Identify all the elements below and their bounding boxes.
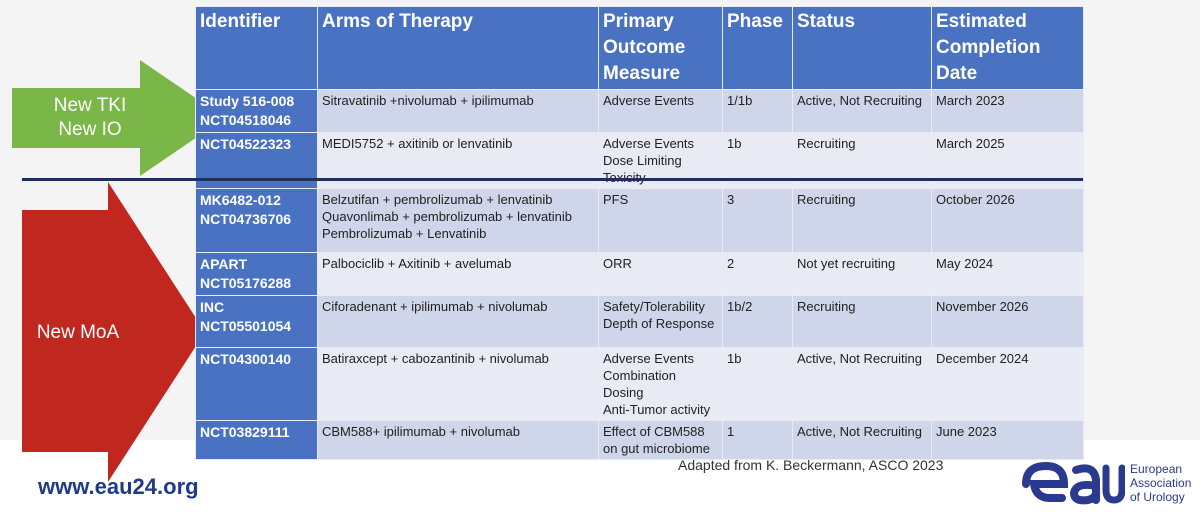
table-row: [196, 253, 1084, 296]
cell-arms: Palbociclib + Axitinib + avelumab: [318, 253, 599, 296]
cell-outcome: Safety/Tolerability Depth of Response: [599, 296, 723, 348]
cell-outcome: Effect of CBM588 on gut microbiome: [599, 421, 723, 460]
cell-identifier: INC NCT05501054: [196, 296, 318, 348]
cell-identifier: APART NCT05176288: [196, 253, 318, 296]
table-row: [196, 421, 1084, 460]
table-row: [196, 296, 1084, 348]
header-identifier: Identifier: [196, 7, 318, 90]
cell-arms: Batiraxcept + cabozantinib + nivolumab: [318, 348, 599, 421]
website-link[interactable]: www.eau24.org: [38, 474, 199, 499]
cell-phase: 1/1b: [723, 90, 793, 133]
cell-status: Not yet recruiting: [793, 253, 932, 296]
cell-arms: Ciforadenant + ipilimumab + nivolumab: [318, 296, 599, 348]
cell-status: Recruiting: [793, 133, 932, 189]
cell-identifier: MK6482-012 NCT04736706: [196, 189, 318, 253]
cell-arms: CBM588+ ipilimumab + nivolumab: [318, 421, 599, 460]
cell-outcome: Adverse Events Combination Dosing Anti-Tumor activity: [599, 348, 723, 421]
cell-arms: MEDI5752 + axitinib or lenvatinib: [318, 133, 599, 189]
cell-phase: 2: [723, 253, 793, 296]
cell-status: Recruiting: [793, 296, 932, 348]
source-credit: Adapted from K. Beckermann, ASCO 2023: [678, 457, 944, 473]
cell-status: Active, Not Recruiting: [793, 421, 932, 460]
cell-identifier: NCT04522323: [196, 133, 318, 189]
trials-table: [195, 6, 1084, 460]
cell-identifier: NCT04300140: [196, 348, 318, 421]
cell-arms: Belzutifan + pembrolizumab + lenvatinib Quavonlimab + pembrolizumab + lenvatinib Pembrolizumab + Lenvatinib: [318, 189, 599, 253]
cell-date: October 2026: [932, 189, 1084, 253]
header-completion: Estimated Completion Date: [932, 7, 1084, 90]
cell-phase: 3: [723, 189, 793, 253]
cell-phase: 1b/2: [723, 296, 793, 348]
cell-outcome: ORR: [599, 253, 723, 296]
cell-outcome: Adverse Events Dose Limiting: [599, 133, 723, 189]
table-header-row: [196, 7, 1084, 90]
table-row: [196, 189, 1084, 253]
table-row: [196, 348, 1084, 421]
red-arrow-label: New MoA: [36, 322, 120, 343]
cell-outcome: Adverse Events: [599, 90, 723, 133]
organization-name: European Association of Urology: [1130, 462, 1192, 504]
table-row: [196, 90, 1084, 133]
eau-logo: [1020, 460, 1125, 508]
cell-date: March 2023: [932, 90, 1084, 133]
header-status: Status: [793, 7, 932, 90]
cell-status: Recruiting: [793, 189, 932, 253]
cell-phase: 1: [723, 421, 793, 460]
cell-date: March 2025: [932, 133, 1084, 189]
cell-status: Active, Not Recruiting: [793, 90, 932, 133]
cell-phase: 1b: [723, 133, 793, 189]
header-arms: Arms of Therapy: [318, 7, 599, 90]
header-outcome: Primary Outcome Measure: [599, 7, 723, 90]
cell-identifier: NCT03829111: [196, 421, 318, 460]
cell-arms: Sitravatinib +nivolumab + ipilimumab: [318, 90, 599, 133]
section-divider: [22, 178, 1083, 181]
cell-date: December 2024: [932, 348, 1084, 421]
cell-status: Active, Not Recruiting: [793, 348, 932, 421]
cell-date: November 2026: [932, 296, 1084, 348]
cell-phase: 1b: [723, 348, 793, 421]
cell-date: May 2024: [932, 253, 1084, 296]
cell-date: June 2023: [932, 421, 1084, 460]
green-arrow-label: New TKI New IO: [53, 95, 127, 140]
header-phase: Phase: [723, 7, 793, 90]
cell-outcome: PFS: [599, 189, 723, 253]
cell-identifier: Study 516-008 NCT04518046: [196, 90, 318, 133]
